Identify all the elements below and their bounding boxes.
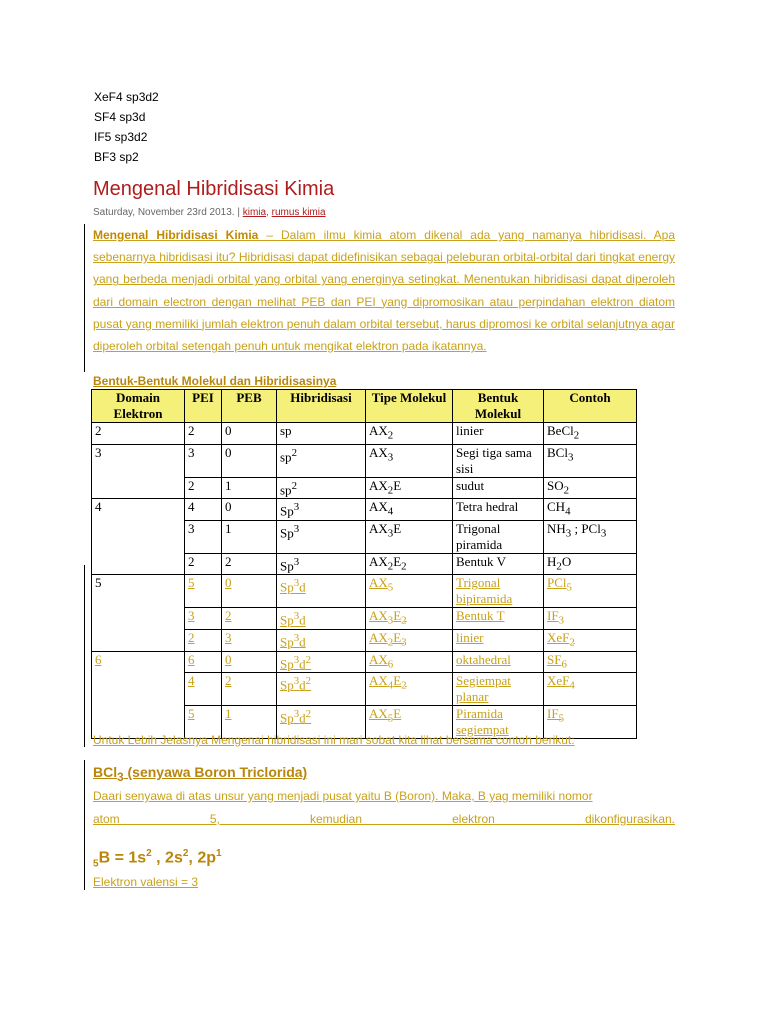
post-meta [93,207,326,218]
cell: 3 [92,444,185,499]
para-line: Daari senyawa di atas unsur yang menjadi pusat yaitu B (Boron). Maka, B yag memiliki nomor [93,789,593,803]
cell: 2 [185,477,222,499]
config-sup: 1 [215,848,222,859]
hyb: Sp [280,634,294,650]
cell: 1 [222,706,277,739]
cell: $Sp^3d^2$ [277,651,366,673]
page-title: Mengenal Hibridisasi Kimia [93,178,335,200]
cell: $Sp^3d^2$ [277,706,366,739]
cell: Sp$^3$ [277,520,366,553]
left-border [84,760,85,890]
intro-text: – Dalam ilmu kimia atom dikenal ada yang namanya hibridisasi. Apa sebenarnya hibridisasi itu? Hibridisasi dapat didefinisikan sebagai peleburan orbital-orbital dari tingkat energy yang berbeda menjadi orbital yang orbital yang energinya setingkat. Menentukan hibridisasi dapat diperoleh dari domain electron dengan melihat PEB dan PEI yang dipromosikan atau perpindahan elektron diatom pusat yang memiliki jumlah elektron penuh dalam orbital tersebut, harus dipromosi ke orbital selanjutnya agar diperoleh orbital setengah penuh untuk mengikat elektron pada ikatannya. [93,228,675,354]
table-row [92,423,637,445]
cell: 3 [222,629,277,651]
example: CH [547,499,566,515]
section-heading [93,764,307,784]
cell: 2 [185,629,222,651]
example: SO [547,477,564,493]
left-border [84,565,85,747]
cell: 4 [185,499,222,521]
cell: 3 [185,608,222,630]
col-header: PEB [222,390,277,423]
config-part: , 2p [188,849,216,867]
tag-link-rumus-kimia[interactable]: rumus kimia [271,207,326,218]
explanation-paragraph [93,785,675,830]
formula: AX [369,520,388,536]
table-header-row [92,390,637,423]
table-title: Bentuk-Bentuk Molekul dan Hibridisasinya [93,374,337,388]
hyb: sp [280,481,292,497]
cell: $AX_4$ [366,499,453,521]
formula: AX [369,651,388,667]
cell: Sp$^3$ [277,553,366,575]
example: IF [547,706,559,722]
col-header: Domain Elektron [92,390,185,423]
post-date: Saturday, November 23rd 2013. | [93,207,240,218]
example: O [561,553,572,569]
cell: 0 [222,444,277,477]
cell: $sp^2$ [277,444,366,477]
intro-paragraph [93,224,675,357]
cell: sp [277,423,366,445]
cell: $SO_2$ [544,477,637,499]
cell: Bentuk T [453,608,544,630]
top-line: IF5 sp3d2 [94,130,148,144]
formula: AX [369,575,388,591]
atomic-number: 5 [93,858,99,870]
electron-config [93,848,222,870]
cell: $AX_5$ [366,575,453,608]
cell: 5 [185,706,222,739]
cell: $H_2O$ [544,553,637,575]
hyb: Sp [280,579,294,595]
cell: 4 [185,673,222,706]
col-header: Hibridisasi [277,390,366,423]
formula: AX [369,673,388,689]
example: IF [547,608,559,624]
hyb: sp [280,448,292,464]
cell: Piramida segiempat [453,706,544,739]
cell: Segiempat planar [453,673,544,706]
cell: Sp$^3$d [277,608,366,630]
cell: sudut [453,477,544,499]
para-line: atom 5, kemudian elektron dikonfigurasikan. [93,811,675,826]
cell: 2 [185,423,222,445]
cell: PCl$_5$ [544,575,637,608]
cell: Sp$^3$d [277,575,366,608]
cell: $IF_5$ [544,706,637,739]
cell: 6 [185,651,222,673]
hyb: Sp [280,612,294,628]
cell: 0 [222,499,277,521]
example: XeF [547,673,570,689]
cell: $AX_3E$ [366,520,453,553]
cell: 2 [92,423,185,445]
cell: Tetra hedral [453,499,544,521]
formula: AX [369,706,388,722]
cell: 5 [92,575,185,651]
cell: $IF_3$ [544,608,637,630]
cell: $AX_6$ [366,651,453,673]
formula: AX [369,629,388,645]
left-border [84,224,85,372]
cell: 6 [92,651,185,739]
config-part: B = 1s [98,849,147,867]
example: H [547,553,557,569]
example: PCl [547,575,567,591]
table-row [92,651,637,673]
top-line: BF3 sp2 [94,150,139,164]
example: BeCl [547,423,574,438]
cell: Trigonal piramida [453,520,544,553]
formula: AX [369,608,388,624]
top-line: SF4 sp3d [94,110,146,124]
cell: linier [453,629,544,651]
tag-link-kimia[interactable]: kimia [242,207,267,218]
cell: BCl$_3$ [544,444,637,477]
example: PCl [581,520,601,536]
formula: AX [369,499,388,515]
formula: AX [369,477,388,493]
table-row [92,499,637,521]
formula: AX [369,444,388,460]
example: NH [547,520,566,536]
col-header: Contoh [544,390,637,423]
config-sup: 2 [182,848,189,859]
cell: 1 [222,520,277,553]
hyb: Sp [280,525,294,541]
cell: $AX_2$ [366,423,453,445]
heading-part: BCl [93,764,118,780]
cell: 0 [222,575,277,608]
example: SF [547,651,562,667]
col-header: Tipe Molekul [366,390,453,423]
cell: 4 [92,499,185,575]
config-sup: 2 [146,848,152,859]
cell: $AX_2E_2$ [366,553,453,575]
cell: $AX_5E$ [366,706,453,739]
cell: $SF_6$ [544,651,637,673]
cell: XeF$_4$ [544,673,637,706]
cell: 5 [185,575,222,608]
hyb: Sp [280,655,294,671]
cell: oktahedral [453,651,544,673]
tag-separator: , [266,207,269,218]
formula: AX [369,423,388,438]
cell: $Sp^3d^2$ [277,673,366,706]
cell: $AX_3$ [366,444,453,477]
cell: 2 [185,553,222,575]
cell: XeF$_2$ [544,629,637,651]
cell: BeCl$_2$ [544,423,637,445]
hyb: Sp [280,503,294,519]
heading-part: (senyawa Boron Triclorida) [123,764,308,780]
hyb: Sp [280,677,294,693]
cell: 1 [222,477,277,499]
cell: 2 [222,553,277,575]
cell: Sp$^3$d [277,629,366,651]
example: BCl [547,444,568,460]
cell: $CH_4$ [544,499,637,521]
top-line: XeF4 sp3d2 [94,90,159,104]
heading-sub: 3 [117,770,124,784]
cell: 0 [222,423,277,445]
cell: $AX_2E_3$ [366,629,453,651]
cell: 3 [185,444,222,477]
col-header: Bentuk Molekul [453,390,544,423]
valence-line: Elektron valensi = 3 [93,875,199,889]
config-part: , 2s [151,849,183,867]
cell: Sp$^3$ [277,499,366,521]
hyb: Sp [280,710,294,726]
intro-lead: Mengenal Hibridisasi Kimia [93,228,259,242]
cell: $AX_3E_2$ [366,608,453,630]
cell: linier [453,423,544,445]
cell: 2 [222,673,277,706]
cell: $NH_3$ ; PCl$_3$ [544,520,637,553]
table-row [92,444,637,477]
cell: 3 [185,520,222,553]
col-header: PEI [185,390,222,423]
cell: Trigonal bipiramida [453,575,544,608]
hyb: Sp [280,558,294,574]
example: XeF [547,629,570,645]
molecule-table [91,389,637,739]
cell: $AX_4E_2$ [366,673,453,706]
cell: Segi tiga sama sisi [453,444,544,477]
table-row [92,575,637,608]
example-intro: Untuk Lebih Jelasnya Mengenai hibridisasi ini mari sobat kita lihat bersama contoh berikut: [93,733,575,747]
cell: 2 [222,608,277,630]
cell: 0 [222,651,277,673]
cell: Bentuk V [453,553,544,575]
cell: $sp^2$ [277,477,366,499]
cell: $AX_2E$ [366,477,453,499]
formula: AX [369,553,388,569]
